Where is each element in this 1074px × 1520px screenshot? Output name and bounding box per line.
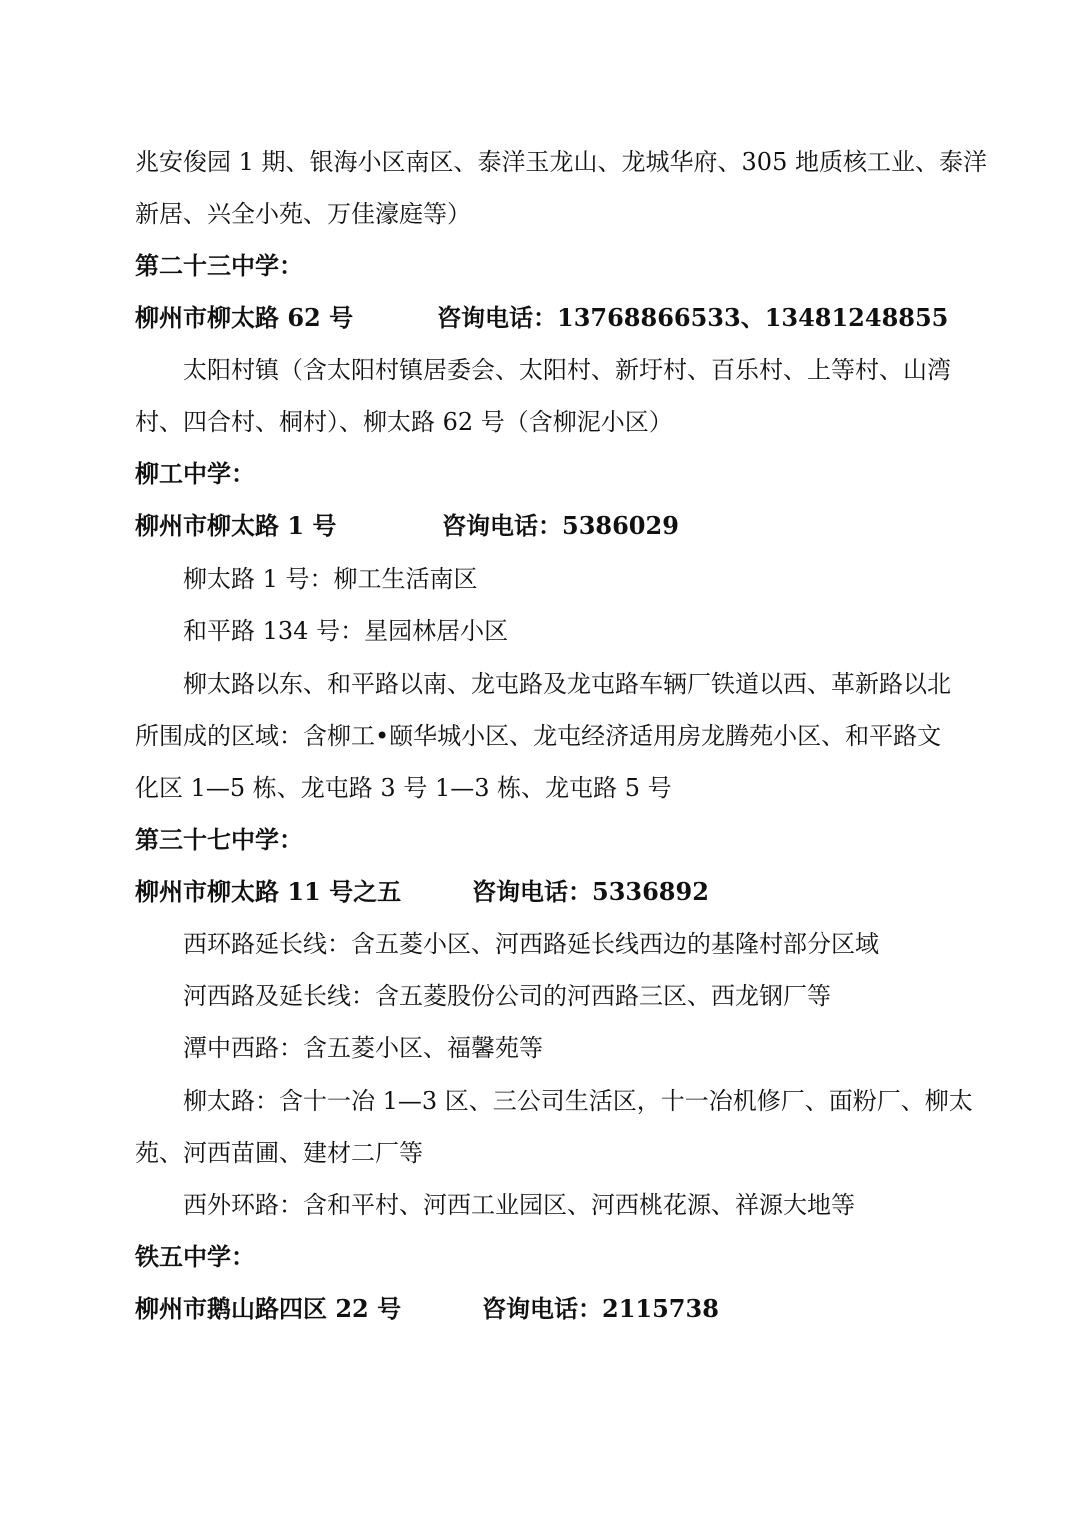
phone-block: [437, 302, 948, 334]
area-line: 所围成的区域：含柳工•颐华城小区、龙屯经济适用房龙腾苑小区、和平路文: [135, 722, 942, 750]
phone-label: 咨询电话：: [482, 1294, 602, 1323]
phone-label: 咨询电话：: [437, 303, 557, 332]
phone-block: [442, 510, 679, 542]
school-name: 第二十三中学：: [135, 251, 303, 280]
school-name: 铁五中学：: [135, 1242, 255, 1271]
area-line: 潭中西路：含五菱小区、福馨苑等: [183, 1034, 543, 1062]
school-address: 柳州市鹅山路四区 22 号: [135, 1294, 402, 1323]
area-line: 柳太路：含十一冶 1—3 区、三公司生活区，十一冶机修厂、面粉厂、柳太: [183, 1087, 973, 1115]
school-address: 柳州市柳太路 62 号: [135, 303, 354, 332]
phone-number: 2115738: [602, 1294, 719, 1323]
school-address: 柳州市柳太路 11 号之五: [135, 877, 402, 906]
phone-number: 13768866533、13481248855: [557, 303, 949, 332]
area-line: 西外环路：含和平村、河西工业园区、河西桃花源、祥源大地等: [183, 1191, 855, 1219]
school-contact-line: [135, 510, 679, 542]
area-line: 和平路 134 号：星园林居小区: [183, 617, 509, 645]
phone-number: 5386029: [562, 511, 679, 540]
area-line: 柳太路 1 号：柳工生活南区: [183, 565, 478, 593]
school-name: 柳工中学：: [135, 459, 255, 488]
area-line: 村、四合村、桐村）、柳太路 62 号（含柳泥小区）: [135, 408, 673, 436]
school-contact-line: [135, 1293, 719, 1325]
phone-label: 咨询电话：: [442, 511, 562, 540]
area-line: 化区 1—5 栋、龙屯路 3 号 1—3 栋、龙屯路 5 号: [135, 774, 672, 802]
phone-block: [472, 876, 709, 908]
intro-line-2: 新居、兴全小苑、万佳濠庭等）: [135, 200, 471, 228]
area-line: 苑、河西苗圃、建材二厂等: [135, 1139, 423, 1167]
phone-number: 5336892: [592, 877, 709, 906]
phone-block: [482, 1293, 719, 1325]
school-address: 柳州市柳太路 1 号: [135, 511, 337, 540]
area-line: 柳太路以东、和平路以南、龙屯路及龙屯路车辆厂铁道以西、革新路以北: [183, 670, 951, 698]
intro-line-1: 兆安俊园 1 期、银海小区南区、泰洋玉龙山、龙城华府、305 地质核工业、泰洋: [135, 148, 987, 176]
school-contact-line: [135, 302, 949, 334]
school-contact-line: [135, 876, 709, 908]
area-line: 太阳村镇（含太阳村镇居委会、太阳村、新圩村、百乐村、上等村、山湾: [183, 356, 951, 384]
school-name: 第三十七中学：: [135, 825, 303, 854]
area-line: 河西路及延长线：含五菱股份公司的河西路三区、西龙钢厂等: [183, 982, 831, 1010]
phone-label: 咨询电话：: [472, 877, 592, 906]
area-line: 西环路延长线：含五菱小区、河西路延长线西边的基隆村部分区域: [183, 930, 879, 958]
